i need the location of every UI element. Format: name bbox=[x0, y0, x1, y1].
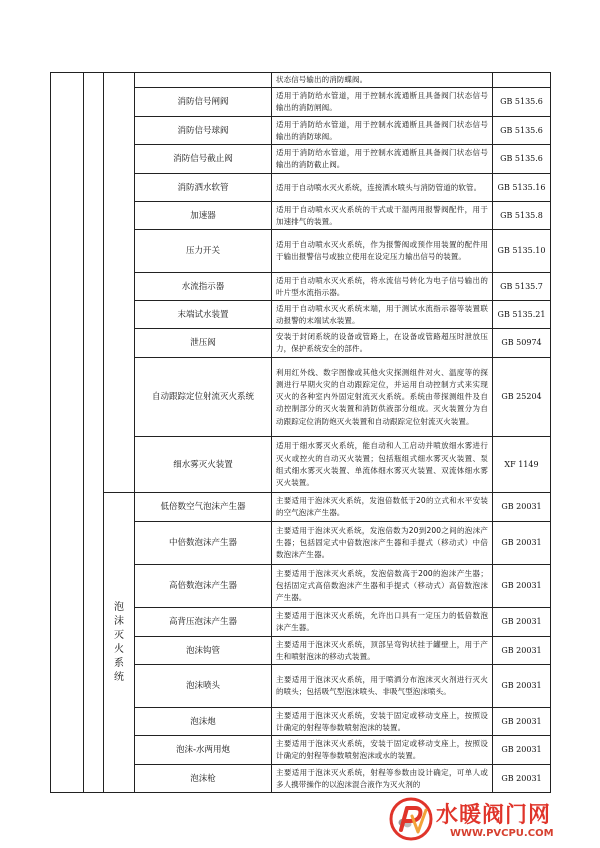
standard-cell: GB 5135.6 bbox=[493, 117, 551, 145]
product-name-cell: 加速器 bbox=[135, 202, 272, 230]
product-desc-cell: 安装于封闭系统的设备或管路上，在设备或管路超压时泄放压力，保护系统安全的部件。 bbox=[272, 329, 493, 358]
product-desc-cell: 适用于自动喷水灭火系统，作为报警阀或预作用装置的配件用于输出报警信号或独立使用在设定压力输出信号的装置。 bbox=[272, 230, 493, 273]
standard-cell: GB 5135.16 bbox=[493, 174, 551, 202]
table-row bbox=[51, 73, 551, 88]
category-label-foam: 泡沫灭火系统 bbox=[114, 601, 124, 683]
product-desc-cell: 主要适用于泡沫灭火系统，允许出口具有一定压力的低倍数泡沫产生器。 bbox=[272, 608, 493, 637]
product-name-cell: 泡沫喷头 bbox=[135, 665, 272, 708]
standard-cell: GB 20031 bbox=[493, 565, 551, 608]
watermark-url: WWW.PVCPU.COM bbox=[450, 828, 554, 839]
standard-cell: GB 5135.6 bbox=[493, 145, 551, 174]
product-name-cell: 泄压阀 bbox=[135, 329, 272, 358]
table-row bbox=[51, 493, 551, 522]
standard-cell: GB 5135.6 bbox=[493, 88, 551, 117]
product-desc-cell: 适用于消防给水管道，用于控制水流通断且具备阀门状态信号输出的消防闸阀。 bbox=[272, 88, 493, 117]
product-name-cell: 末端试水装置 bbox=[135, 301, 272, 329]
product-desc-cell: 适用于消防给水管道，用于控制水流通断且具备阀门状态信号输出的消防球阀。 bbox=[272, 117, 493, 145]
product-name-cell: 泡沫炮 bbox=[135, 708, 272, 736]
product-desc-cell: 适用于自动喷水灭火系统末端，用于测试水流指示器等装置联动报警的末端试水装置。 bbox=[272, 301, 493, 329]
product-desc-cell: 状态信号输出的消防蝶阀。 bbox=[272, 73, 493, 88]
product-name-cell: 消防信号闸阀 bbox=[135, 88, 272, 117]
product-name-cell: 低倍数空气泡沫产生器 bbox=[135, 493, 272, 522]
empty-cell bbox=[84, 73, 104, 793]
product-name-cell: 泡沫-水两用炮 bbox=[135, 736, 272, 765]
product-desc-cell: 利用红外线、数字图像或其他火灾探测组件对火、温度等的探测进行早期火灾的自动跟踪定位，并运用自动控制方式来实现灭火的各种室内外固定射流灭火系统。系统由带探测组件及自动控制部分的灭火装置和消防供液部分组成。灭火装置分为自动跟踪定位消防炮灭火装置和自动跟踪定位射流灭火装置。 bbox=[272, 358, 493, 437]
standard-cell bbox=[493, 73, 551, 88]
product-name-cell: 中倍数泡沫产生器 bbox=[135, 522, 272, 565]
product-name-cell: 高背压泡沫产生器 bbox=[135, 608, 272, 637]
standard-cell: GB 5135.21 bbox=[493, 301, 551, 329]
product-desc-cell: 适用于自动喷水灭火系统，连接洒水喷头与消防管道的软管。 bbox=[272, 174, 493, 202]
product-name-cell: 泡沫枪 bbox=[135, 765, 272, 793]
standard-cell: GB 20031 bbox=[493, 522, 551, 565]
standard-cell: GB 5135.10 bbox=[493, 230, 551, 273]
product-standards-table bbox=[50, 72, 551, 793]
product-desc-cell: 适用于自动喷水灭火系统的干式或干湿两用报警阀配件，用于加速排气的装置。 bbox=[272, 202, 493, 230]
product-name-cell: 水流指示器 bbox=[135, 273, 272, 301]
product-name-cell: 消防信号球阀 bbox=[135, 117, 272, 145]
product-name-cell: 高倍数泡沫产生器 bbox=[135, 565, 272, 608]
product-desc-cell: 主要适用于泡沫灭火系统，发泡倍数低于20的立式和水平安装的空气泡沫产生器。 bbox=[272, 493, 493, 522]
empty-cell bbox=[104, 73, 135, 493]
product-desc-cell: 主要适用于泡沫灭火系统，安装于固定或移动支座上，按照设计确定的射程等参数喷射泡沫的装置。 bbox=[272, 708, 493, 736]
product-name-cell: 消防信号截止阀 bbox=[135, 145, 272, 174]
category-cell-foam bbox=[104, 493, 135, 793]
standard-cell: GB 25204 bbox=[493, 358, 551, 437]
standard-cell: GB 20031 bbox=[493, 765, 551, 793]
standard-cell: GB 20031 bbox=[493, 736, 551, 765]
site-watermark bbox=[388, 794, 588, 846]
standard-cell: GB 5135.7 bbox=[493, 273, 551, 301]
product-name-cell: 压力开关 bbox=[135, 230, 272, 273]
standard-cell: GB 5135.8 bbox=[493, 202, 551, 230]
product-name-cell bbox=[135, 73, 272, 88]
pv-logo-icon bbox=[388, 796, 434, 842]
standard-cell: GB 20031 bbox=[493, 493, 551, 522]
standard-cell: GB 20031 bbox=[493, 608, 551, 637]
product-desc-cell: 主要适用于泡沫灭火系统，顶部呈弯钩状挂于罐壁上，用于产生和喷射泡沫的移动式装置。 bbox=[272, 637, 493, 665]
product-desc-cell: 适用于细水雾灭火系统，能自动和人工启动并喷放细水雾进行灭火或控火的自动灭火装置；包括瓶组式细水雾灭火装置、泵组式细水雾灭火装置、单流体细水雾灭火装置、双流体细水雾灭火装置。 bbox=[272, 437, 493, 493]
empty-cell bbox=[51, 73, 84, 793]
product-desc-cell: 主要适用于泡沫灭火系统，安装于固定或移动支座上，按照设计确定的射程等参数喷射泡沫或水的装置。 bbox=[272, 736, 493, 765]
standard-cell: XF 1149 bbox=[493, 437, 551, 493]
product-desc-cell: 适用于消防给水管道，用于控制水流通断且具备阀门状态信号输出的消防截止阀。 bbox=[272, 145, 493, 174]
product-name-cell: 自动跟踪定位射流灭火系统 bbox=[135, 358, 272, 437]
product-name-cell: 细水雾灭火装置 bbox=[135, 437, 272, 493]
product-desc-cell: 主要适用于泡沫灭火系统，用于喷洒分布泡沫灭火剂进行灭火的喷头；包括吸气型泡沫喷头、非吸气型泡沫喷头。 bbox=[272, 665, 493, 708]
product-name-cell: 消防洒水软管 bbox=[135, 174, 272, 202]
watermark-title: 水暖阀门网 bbox=[436, 803, 552, 828]
product-desc-cell: 主要适用于泡沫灭火系统，射程等参数由设计确定，可单人或多人携带操作的以泡沫混合液作为灭火剂的 bbox=[272, 765, 493, 793]
standard-cell: GB 20031 bbox=[493, 708, 551, 736]
product-desc-cell: 主要适用于泡沫灭火系统，发泡倍数高于200的泡沫产生器；包括固定式高倍数泡沫产生器和手提式（移动式）高倍数泡沫产生器。 bbox=[272, 565, 493, 608]
standard-cell: GB 20031 bbox=[493, 637, 551, 665]
product-desc-cell: 主要适用于泡沫灭火系统，发泡倍数为20到200之间的泡沫产生器；包括固定式中倍数泡沫产生器和手提式（移动式）中倍数泡沫产生器。 bbox=[272, 522, 493, 565]
product-name-cell: 泡沫钩管 bbox=[135, 637, 272, 665]
standard-cell: GB 20031 bbox=[493, 665, 551, 708]
standard-cell: GB 50974 bbox=[493, 329, 551, 358]
product-desc-cell: 适用于自动喷水灭火系统，将水流信号转化为电子信号输出的叶片型水流指示器。 bbox=[272, 273, 493, 301]
